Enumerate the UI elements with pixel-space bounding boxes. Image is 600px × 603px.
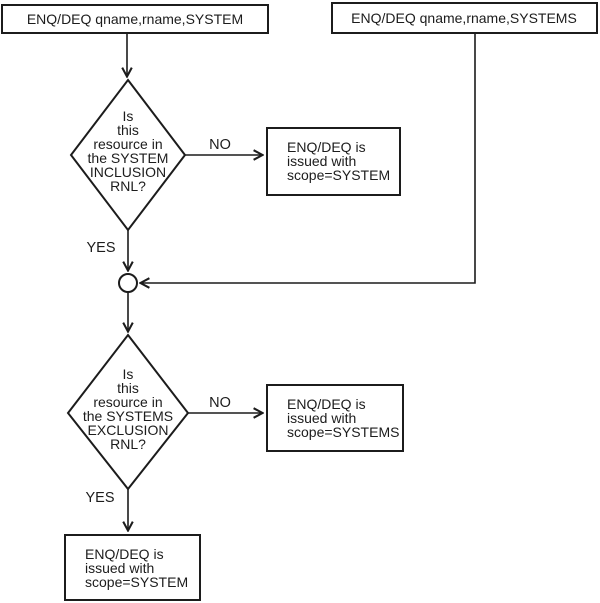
result-scope-system-no-line-1: ENQ/DEQ is [287,139,366,155]
result-scope-systems-no-line-3: scope=SYSTEMS [287,424,400,440]
label-no-inclusion: NO [209,137,231,153]
decision-inclusion-line-2: this [117,122,139,138]
decision-exclusion-line-3: resource in [93,394,163,410]
decision-exclusion-line-4: the SYSTEMS [82,408,174,424]
node-entry-systems-label: ENQ/DEQ qname,rname,SYSTEMS [351,10,577,26]
decision-inclusion-line-5: INCLUSION [89,164,167,180]
decision-inclusion-line-6: RNL? [110,178,146,194]
decision-inclusion-line-4: the SYSTEM [87,150,169,166]
decision-exclusion-line-5: EXCLUSION [87,422,169,438]
decision-exclusion-line-1: Is [122,366,134,382]
result-scope-system-yes-line-2: issued with [85,560,155,576]
label-yes-exclusion: YES [85,490,115,506]
result-scope-system-yes-line-1: ENQ/DEQ is [85,546,164,562]
result-scope-system-no-line-2: issued with [287,153,357,169]
decision-exclusion-line-6: RNL? [110,436,146,452]
result-scope-system-yes-line-3: scope=SYSTEM [85,574,189,590]
result-scope-systems-no-line-1: ENQ/DEQ is [287,396,366,412]
result-scope-systems-no-line-2: issued with [287,410,357,426]
node-entry-system-label: ENQ/DEQ qname,rname,SYSTEM [26,11,244,27]
result-scope-system-no-line-3: scope=SYSTEM [287,167,391,183]
decision-inclusion-line-1: Is [122,108,134,124]
label-yes-inclusion: YES [86,240,116,256]
decision-exclusion-line-2: this [117,380,139,396]
label-no-exclusion: NO [209,395,231,411]
decision-inclusion-line-3: resource in [93,136,163,152]
junction-connector-circle [119,274,137,292]
